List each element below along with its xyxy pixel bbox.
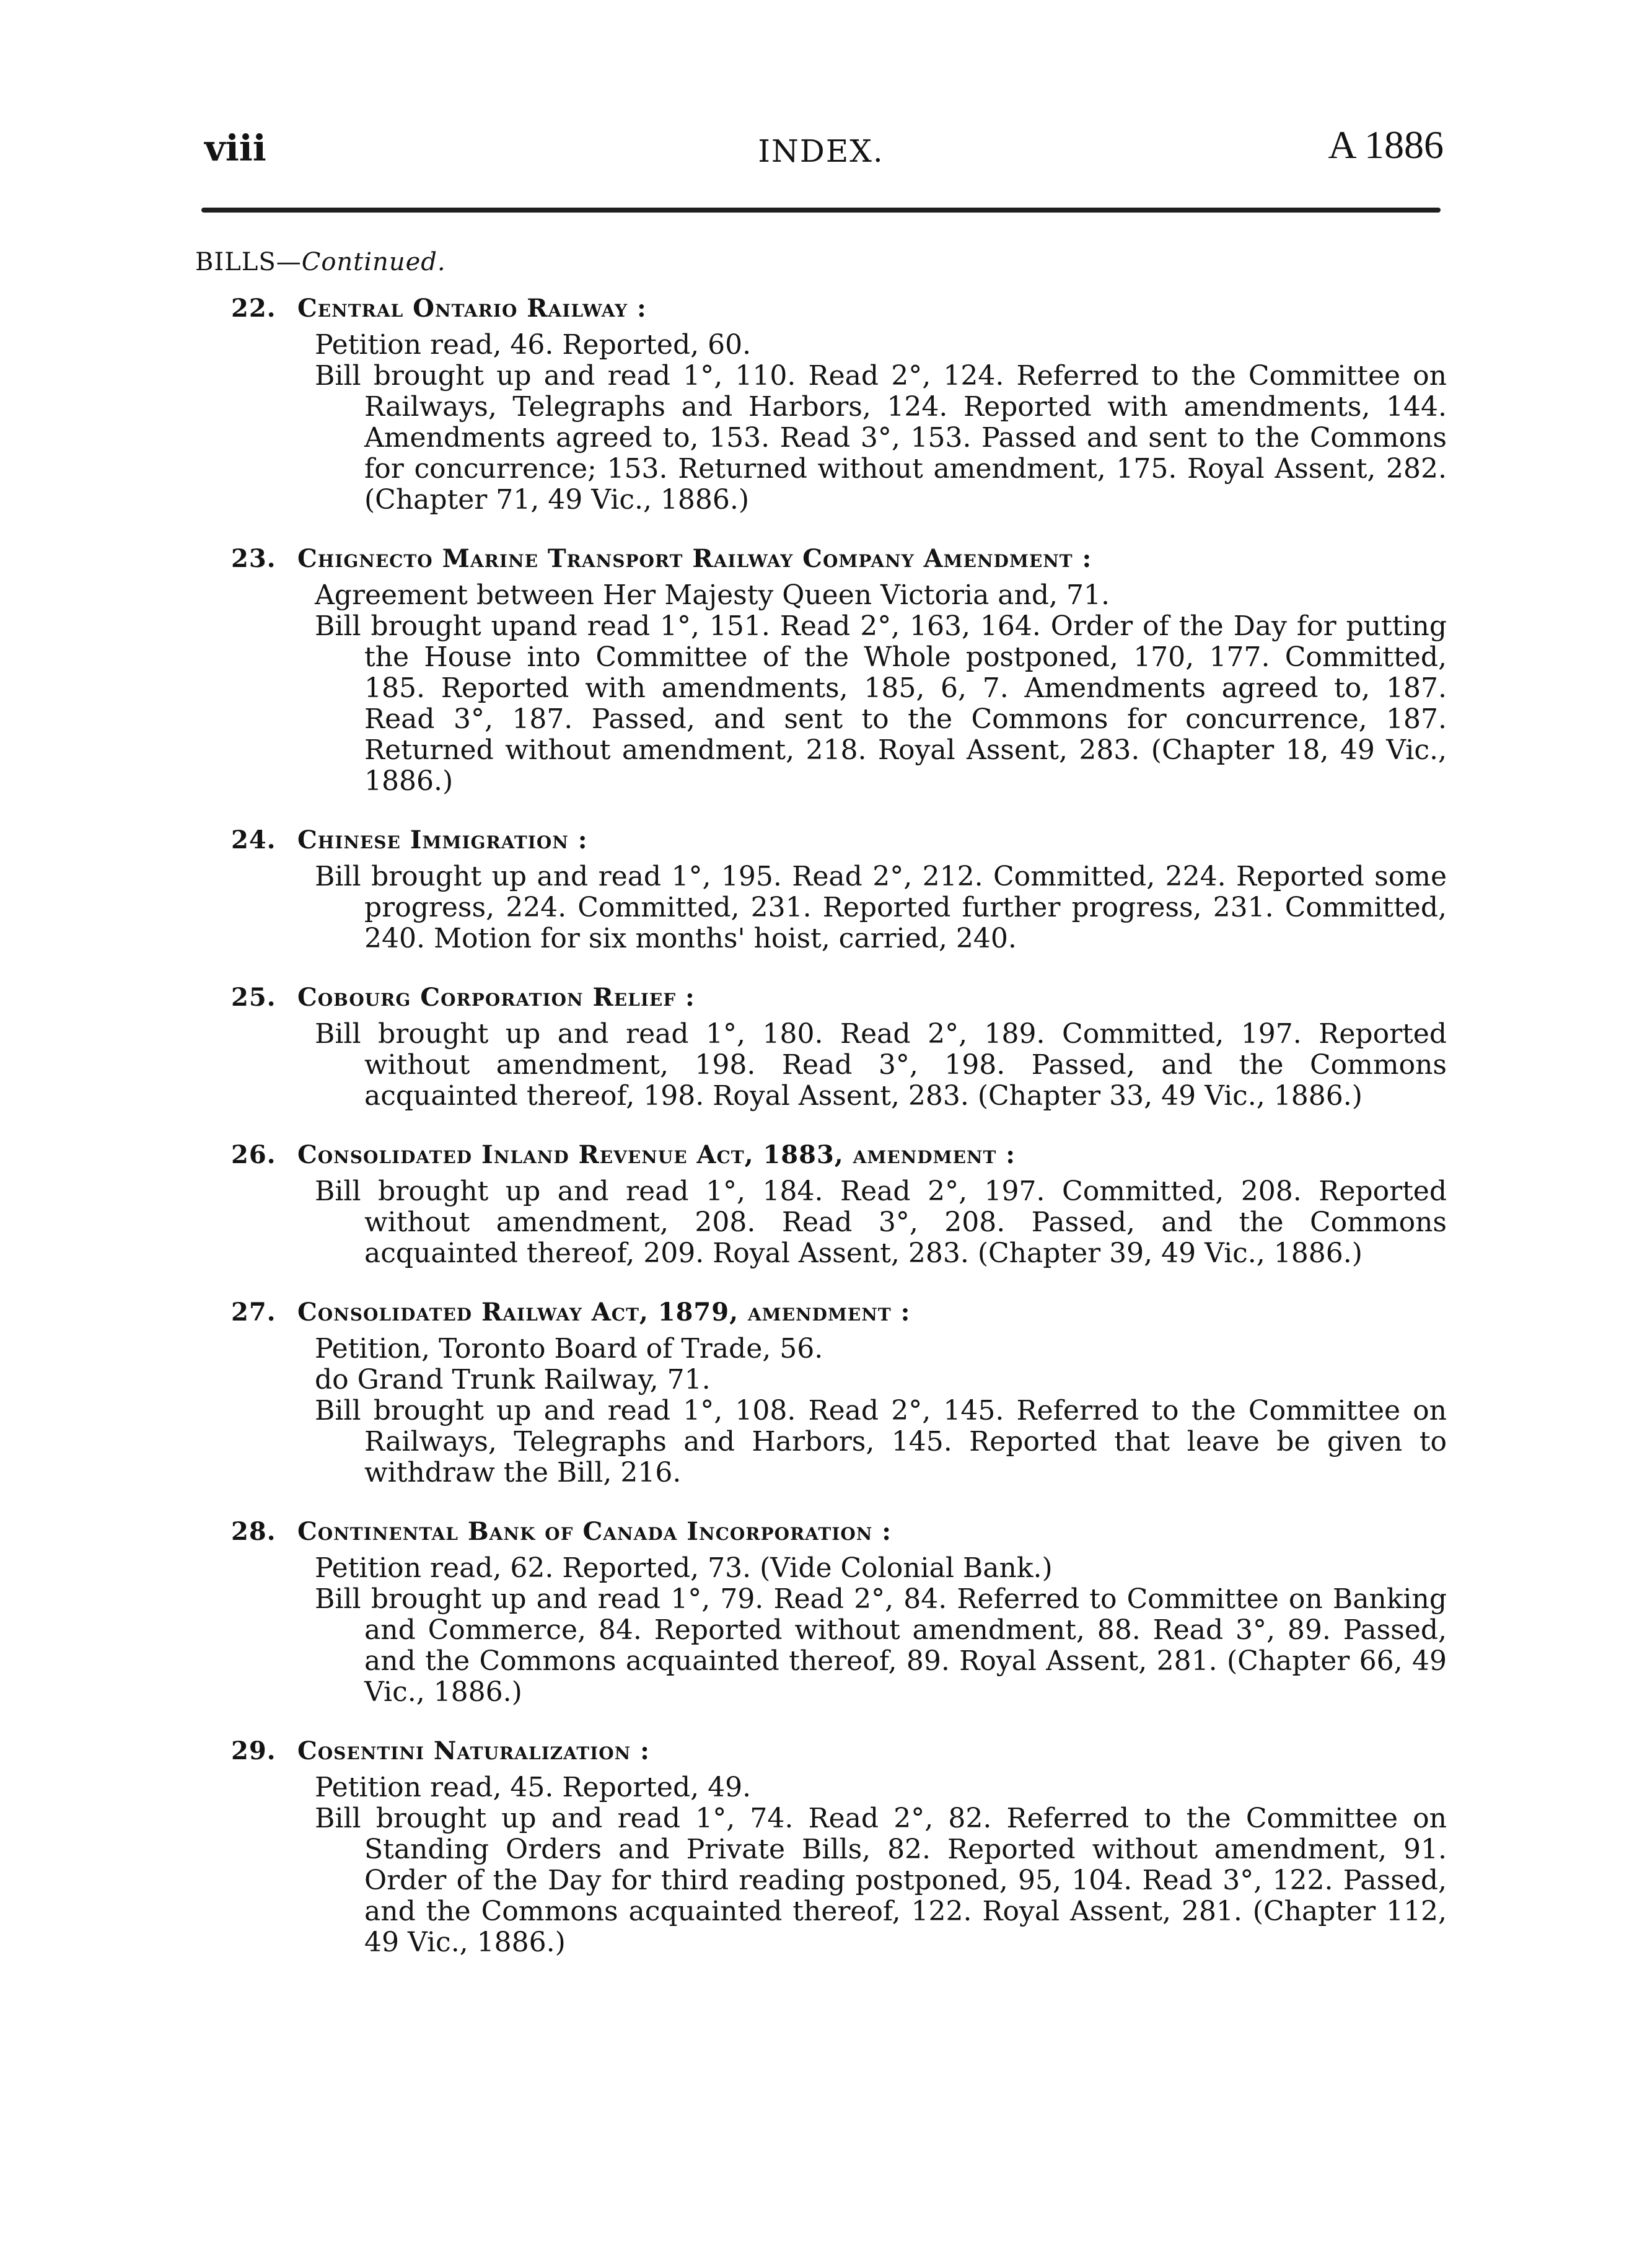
entry-title	[231, 1139, 1447, 1171]
entry-number: 29.	[231, 1736, 276, 1765]
index-entry	[231, 292, 1447, 516]
entry-paragraph: Petition, Toronto Board of Trade, 56.	[315, 1333, 823, 1365]
entry-heading: Cosentini Naturalization :	[297, 1736, 650, 1765]
index-entry	[231, 543, 1447, 797]
entry-heading: Chinese Immigration :	[297, 825, 588, 855]
page-header	[198, 123, 1444, 195]
entry-paragraph: Bill brought up and read 1°, 108. Read 2°, 145. Referred to the Committee on Railways, Telegraphs and Harbors, 145. Reported that leave be given to withdraw the Bill, 216.	[315, 1395, 1447, 1488]
index-content	[195, 248, 1447, 1985]
section-label	[195, 248, 1447, 276]
entry-paragraph: Bill brought up and read 1°, 195. Read 2°, 212. Committed, 224. Reported some progress, 224. Committed, 231. Reported further progress, 231. Committed, 240. Motion for six months' hoist, carried, 240.	[315, 861, 1447, 954]
entry-paragraph: Agreement between Her Majesty Queen Victoria and, 71.	[315, 579, 1110, 611]
entry-heading: Consolidated Railway Act, 1879, amendment :	[297, 1298, 911, 1327]
index-entry	[231, 982, 1447, 1112]
entry-title	[231, 543, 1447, 575]
entry-title	[231, 982, 1447, 1014]
entry-number: 26.	[231, 1140, 276, 1169]
index-entry	[231, 1735, 1447, 1958]
entry-paragraph: Petition read, 45. Reported, 49.	[315, 1772, 752, 1803]
entry-paragraph: Bill brought up and read 1°, 79. Read 2°, 84. Referred to Committee on Banking and Commerce, 84. Reported without amendment, 88. Read 3°, 89. Passed, and the Commons acquainted thereof, 89. Royal Assent, 281. (Chapter 66, 49 Vic., 1886.)	[315, 1583, 1447, 1708]
section-dash: —	[276, 248, 302, 276]
entry-number: 28.	[231, 1517, 276, 1546]
header-rule	[201, 208, 1441, 213]
entry-number: 27.	[231, 1298, 276, 1327]
entry-paragraph: Bill brought up and read 1°, 74. Read 2°, 82. Referred to the Committee on Standing Orders and Private Bills, 82. Reported without amendment, 91. Order of the Day for third reading postponed, 95, 104. Read 3°, 122. Passed, and the Commons acquainted thereof, 122. Royal Assent, 281. (Chapter 112, 49 Vic., 1886.)	[315, 1803, 1447, 1958]
index-entry	[231, 1516, 1447, 1708]
entry-paragraph: Bill brought up and read 1°, 180. Read 2°, 189. Committed, 197. Reported without amendment, 198. Read 3°, 198. Passed, and the Commons acquainted thereof, 198. Royal Assent, 283. (Chapter 33, 49 Vic., 1886.)	[315, 1018, 1447, 1112]
entry-paragraph: Bill brought up and read 1°, 184. Read 2°, 197. Committed, 208. Reported without amendment, 208. Read 3°, 208. Passed, and the Commons acquainted thereof, 209. Royal Assent, 283. (Chapter 39, 49 Vic., 1886.)	[315, 1176, 1447, 1269]
entry-title	[231, 1296, 1447, 1329]
entry-heading: Consolidated Inland Revenue Act, 1883, amendment :	[297, 1140, 1016, 1169]
entry-title	[231, 1516, 1447, 1548]
entry-heading: Cobourg Corporation Relief :	[297, 983, 695, 1012]
entry-paragraph: Bill brought upand read 1°, 151. Read 2°, 163, 164. Order of the Day for putting the House into Committee of the Whole postponed, 170, 177. Committed, 185. Reported with amendments, 185, 6, 7. Amendments agreed to, 187. Read 3°, 187. Passed, and sent to the Commons for concurrence, 187. Returned without amendment, 218. Royal Assent, 283. (Chapter 18, 49 Vic., 1886.)	[315, 610, 1447, 797]
entry-paragraph: Petition read, 62. Reported, 73. (Vide Colonial Bank.)	[315, 1552, 1053, 1584]
entry-heading: Chignecto Marine Transport Railway Company Amendment :	[297, 544, 1092, 573]
running-head: INDEX.	[758, 133, 884, 169]
entry-number: 22.	[231, 294, 276, 323]
page-number: viii	[204, 127, 266, 169]
entry-title	[231, 1735, 1447, 1767]
index-entry	[231, 824, 1447, 954]
year-marker: A 1886	[1328, 123, 1444, 167]
entry-number: 24.	[231, 825, 276, 855]
entry-number: 23.	[231, 544, 276, 573]
entry-title	[231, 292, 1447, 325]
section-continued: Continued.	[301, 248, 446, 276]
entry-heading: Central Ontario Railway :	[297, 294, 647, 323]
entry-number: 25.	[231, 983, 276, 1012]
entry-paragraph: do Grand Trunk Railway, 71.	[315, 1364, 711, 1396]
entry-paragraph: Petition read, 46. Reported, 60.	[315, 329, 752, 361]
entry-heading: Continental Bank of Canada Incorporation :	[297, 1517, 892, 1546]
index-entry	[231, 1139, 1447, 1269]
entry-title	[231, 824, 1447, 856]
index-entry	[231, 1296, 1447, 1488]
entry-paragraph: Bill brought up and read 1°, 110. Read 2°, 124. Referred to the Committee on Railways, Telegraphs and Harbors, 124. Reported with amendments, 144. Amendments agreed to, 153. Read 3°, 153. Passed and sent to the Commons for concurrence; 153. Returned without amendment, 175. Royal Assent, 282. (Chapter 71, 49 Vic., 1886.)	[315, 360, 1447, 516]
section-name: BILLS	[195, 248, 276, 276]
